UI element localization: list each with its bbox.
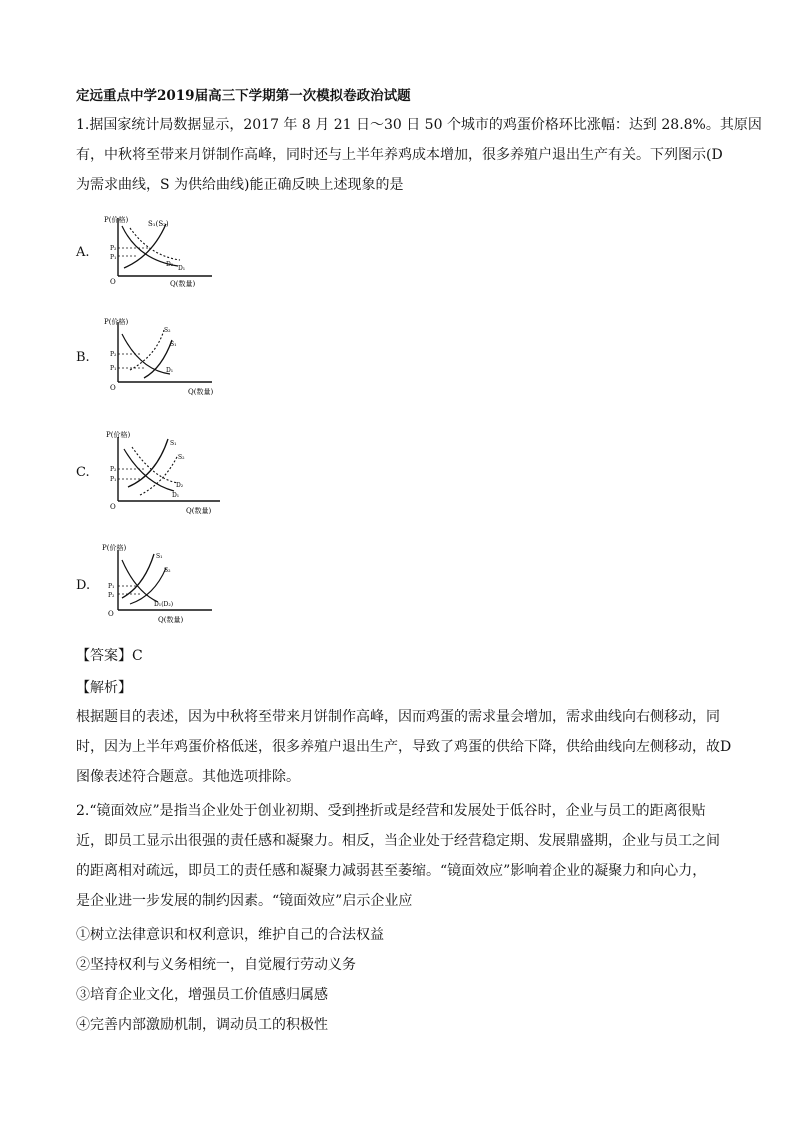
svg-text:S₂: S₂ <box>164 567 171 574</box>
q1-line-3: 为需求曲线，S 为供给曲线)能正确反映上述现象的是 <box>76 177 404 193</box>
graph-b <box>100 312 220 400</box>
svg-text:D₁(D₂): D₁(D₂) <box>154 601 174 608</box>
q1-line-2: 有，中秋将至带来月饼制作高峰，同时还与上半年养鸡成本增加，很多养殖户退出生产有关。下列图示(D <box>76 147 723 163</box>
q2-line-4: 是企业进一步发展的制约因素。“镜面效应”启示企业应 <box>76 893 413 909</box>
graph-b-ylabel: P(价格) <box>104 318 129 326</box>
graph-c <box>100 425 230 517</box>
svg-text:S₁: S₁ <box>156 553 163 560</box>
svg-text:S₁(S₂): S₁(S₂) <box>148 220 169 228</box>
analysis-line-1: 根据题目的表述，因为中秋将至带来月饼制作高峰，因而鸡蛋的需求量会增加，需求曲线向右侧移动，同 <box>76 709 720 725</box>
q2-choice-3: ③培育企业文化，增强员工价值感归属感 <box>76 987 328 1003</box>
analysis-line-3: 图像表述符合题意。其他选项排除。 <box>76 769 300 785</box>
q2-line-3: 的距离相对疏远，即员工的责任感和凝聚力减弱甚至萎缩。“镜面效应”影响着企业的凝聚力和向心力， <box>76 863 707 879</box>
graph-d-xlabel: Q(数量) <box>158 616 184 624</box>
graph-a-origin: O <box>110 278 116 286</box>
graph-b-xlabel: Q(数量) <box>188 388 214 396</box>
svg-text:D₁: D₁ <box>172 492 180 499</box>
answer: 【答案】C <box>76 648 143 664</box>
svg-text:P₁: P₁ <box>108 583 115 590</box>
svg-text:P₁: P₁ <box>110 476 117 483</box>
graph-d <box>100 540 220 628</box>
svg-text:D₁: D₁ <box>178 265 186 272</box>
svg-text:S₂: S₂ <box>178 454 185 461</box>
graph-a-xlabel: Q(数量) <box>170 280 196 288</box>
graph-a-ylabel: P(价格) <box>104 216 129 224</box>
svg-text:S₁: S₁ <box>170 341 177 348</box>
graph-c-origin: O <box>110 503 116 511</box>
graph-d-ylabel: P(价格) <box>102 544 127 552</box>
page-title: 定远重点中学2019届高三下学期第一次模拟卷政治试题 <box>76 88 411 104</box>
svg-text:S₂: S₂ <box>164 327 171 334</box>
graph-d-origin: O <box>108 610 114 618</box>
graph-b-origin: O <box>110 384 116 392</box>
graph-c-xlabel: Q(数量) <box>186 507 212 515</box>
option-a-label: A. <box>76 245 90 260</box>
svg-text:D₂: D₂ <box>166 261 174 268</box>
q2-line-2: 近，即员工显示出很强的责任感和凝聚力。相反，当企业处于经营稳定期、发展鼎盛期，企业与员工之间 <box>76 833 720 849</box>
graph-c-ylabel: P(价格) <box>106 431 131 439</box>
svg-text:S₁: S₁ <box>170 440 177 447</box>
svg-text:P₂: P₂ <box>110 466 117 473</box>
q1-line-1: 1.据国家统计局数据显示，2017 年 8 月 21 日～30 日 50 个城市的鸡蛋价格环比涨幅：达到 28.8%。其原因 <box>76 117 762 133</box>
svg-text:D₁: D₁ <box>166 367 174 374</box>
q2-choice-4: ④完善内部激励机制，调动员工的积极性 <box>76 1017 328 1033</box>
q2-choice-2: ②坚持权利与义务相统一，自觉履行劳动义务 <box>76 957 356 973</box>
svg-text:P₂: P₂ <box>110 351 117 358</box>
q2-line-1: 2.“镜面效应”是指当企业处于创业初期、受到挫折或是经营和发展处于低谷时，企业与员工的距离很贴 <box>76 803 706 819</box>
option-b-label: B. <box>76 350 90 365</box>
q2-choice-1: ①树立法律意识和权利意识，维护自己的合法权益 <box>76 927 384 943</box>
option-c-label: C. <box>76 465 90 480</box>
svg-text:P₂: P₂ <box>110 245 117 252</box>
svg-text:P₁: P₁ <box>110 365 117 372</box>
svg-text:P₂: P₂ <box>108 592 115 599</box>
svg-text:P₁: P₁ <box>110 254 117 261</box>
graph-a <box>100 212 220 292</box>
analysis-line-2: 时，因为上半年鸡蛋价格低迷，很多养殖户退出生产，导致了鸡蛋的供给下降，供给曲线向左侧移动，故D <box>76 739 732 755</box>
option-d-label: D. <box>76 578 91 593</box>
analysis-title: 【解析】 <box>76 680 132 696</box>
svg-text:D₂: D₂ <box>176 482 184 489</box>
